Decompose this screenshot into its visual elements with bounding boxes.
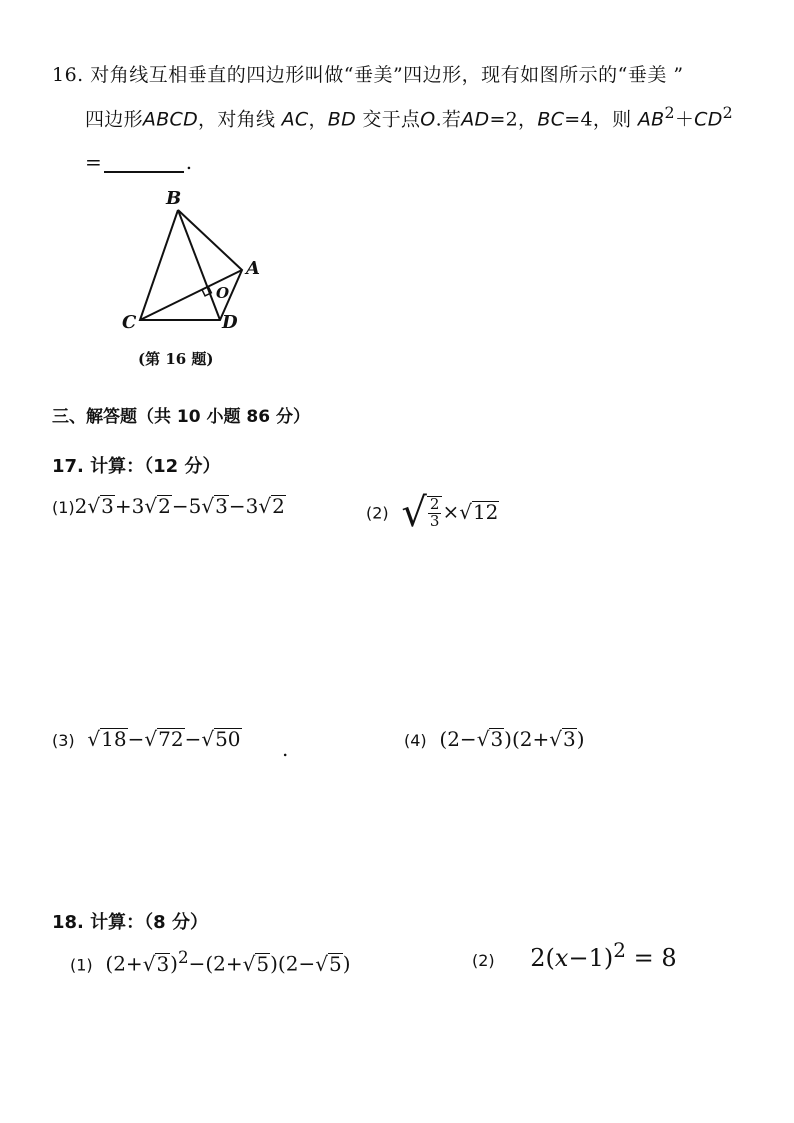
q16-line1: 16. 对角线互相垂直的四边形叫做“垂美”四边形，现有如图所示的“垂美 ”: [52, 64, 684, 86]
radicand: 3: [490, 727, 504, 751]
radical: √18: [87, 727, 127, 751]
q18-header: 18. 计算：（8 分）: [52, 912, 208, 933]
part-label: (2): [366, 503, 389, 523]
radical: √3: [476, 727, 504, 751]
stray-dot: .: [282, 737, 289, 761]
part-label: (1): [52, 498, 75, 517]
term: )(2−: [270, 951, 316, 976]
q16-text: 交于点: [362, 108, 421, 131]
diagonal-bd: [178, 210, 220, 320]
q16-ad-val: =2，: [489, 108, 538, 131]
radicand: 2: [272, 494, 285, 518]
label-a: A: [246, 258, 260, 279]
term: −3: [228, 494, 259, 518]
figure-caption: (第 16 题): [138, 350, 214, 368]
minus-sign: −: [184, 727, 202, 751]
term: −5: [171, 494, 202, 518]
q16-line3: [85, 150, 192, 174]
label-c: C: [122, 312, 137, 333]
radicand: 3: [563, 727, 576, 751]
radical: √5: [315, 951, 342, 976]
q16-abcd: ABCD: [142, 108, 199, 131]
term: (2−: [439, 727, 477, 751]
q16-line2: [85, 103, 733, 131]
q16-period: .: [185, 150, 193, 174]
denominator: 3: [429, 512, 440, 530]
q16-plus: ＋: [674, 108, 695, 131]
exponent: 2: [177, 948, 189, 967]
radical: √3: [87, 494, 114, 518]
times-sign: ×: [442, 499, 460, 524]
radicand: 72: [158, 727, 184, 751]
equation: [530, 938, 677, 972]
radicand: 3: [101, 494, 114, 518]
term: ): [170, 951, 178, 976]
q16-bd: BD: [327, 108, 357, 131]
term: +3: [114, 494, 145, 518]
radical: √12: [459, 499, 499, 524]
term: −1): [568, 944, 614, 972]
radicand: 3: [156, 951, 170, 976]
term: 2(: [530, 944, 555, 972]
q16-text: ，对角线: [198, 108, 276, 131]
q16-o: O: [420, 108, 436, 131]
q16-figure: [110, 188, 280, 338]
radical: √2: [258, 494, 285, 518]
q16-cd: CD: [694, 108, 723, 131]
numerator: 2: [429, 495, 440, 514]
label-b: B: [166, 188, 182, 209]
q17-header: 17. 计算：（12 分）: [52, 456, 221, 477]
q16-ab: AB: [637, 108, 665, 131]
radical: √ $\frac{2}{3}$: [401, 490, 442, 536]
q16-ac: AC: [281, 108, 309, 131]
label-o: O: [216, 284, 230, 302]
q18-part1: [70, 948, 351, 976]
answer-blank: [104, 171, 184, 173]
term: ): [576, 727, 585, 751]
label-d: D: [222, 312, 238, 333]
q17-part1: [52, 494, 286, 518]
radical: √72: [144, 727, 184, 751]
part-label: (4): [404, 731, 427, 750]
radicand: 18: [101, 727, 127, 751]
exponent: 2: [613, 938, 626, 962]
radical: √50: [201, 727, 241, 751]
radicand: 5: [256, 951, 270, 976]
radicand: 2: [158, 494, 171, 518]
q17-part2: [366, 490, 499, 536]
q18-part2: [472, 938, 677, 972]
quad-outline: [140, 210, 242, 320]
q16-bc-val: =4，则: [564, 108, 632, 131]
term: −(2+: [188, 951, 243, 976]
term: 2: [74, 494, 88, 518]
q17-part4: [404, 727, 585, 751]
q16-text: 四边形: [85, 108, 143, 131]
term: (2+: [105, 951, 143, 976]
q16-sup: 2: [722, 103, 734, 122]
q16-sup: 2: [664, 103, 675, 122]
q16-comma: ，: [308, 108, 328, 131]
term: = 8: [625, 944, 677, 972]
radical: √3: [142, 951, 170, 976]
minus-sign: −: [127, 727, 145, 751]
radical: √2: [144, 494, 171, 518]
radicand: 12: [472, 499, 499, 524]
q17-part3: [52, 727, 242, 751]
q16-text: .若: [435, 108, 462, 131]
q16-equals: =: [85, 150, 102, 174]
part-label: (3): [52, 731, 75, 750]
radical: √3: [549, 727, 576, 751]
q16-ad: AD: [461, 108, 490, 131]
radicand: 3: [215, 494, 228, 518]
variable-x: x: [554, 944, 569, 972]
q16-bc: BC: [537, 108, 565, 131]
part-label: (2): [472, 951, 495, 970]
radicand: 5: [328, 951, 342, 976]
radicand: 50: [215, 727, 241, 751]
section-heading: 三、解答题（共 10 小题 86 分）: [52, 407, 310, 427]
fraction: [428, 497, 442, 530]
term: )(2+: [504, 727, 550, 751]
radical: √3: [201, 494, 228, 518]
part-label: (1): [70, 955, 93, 975]
term: ): [342, 951, 351, 976]
radical: √5: [242, 951, 270, 976]
